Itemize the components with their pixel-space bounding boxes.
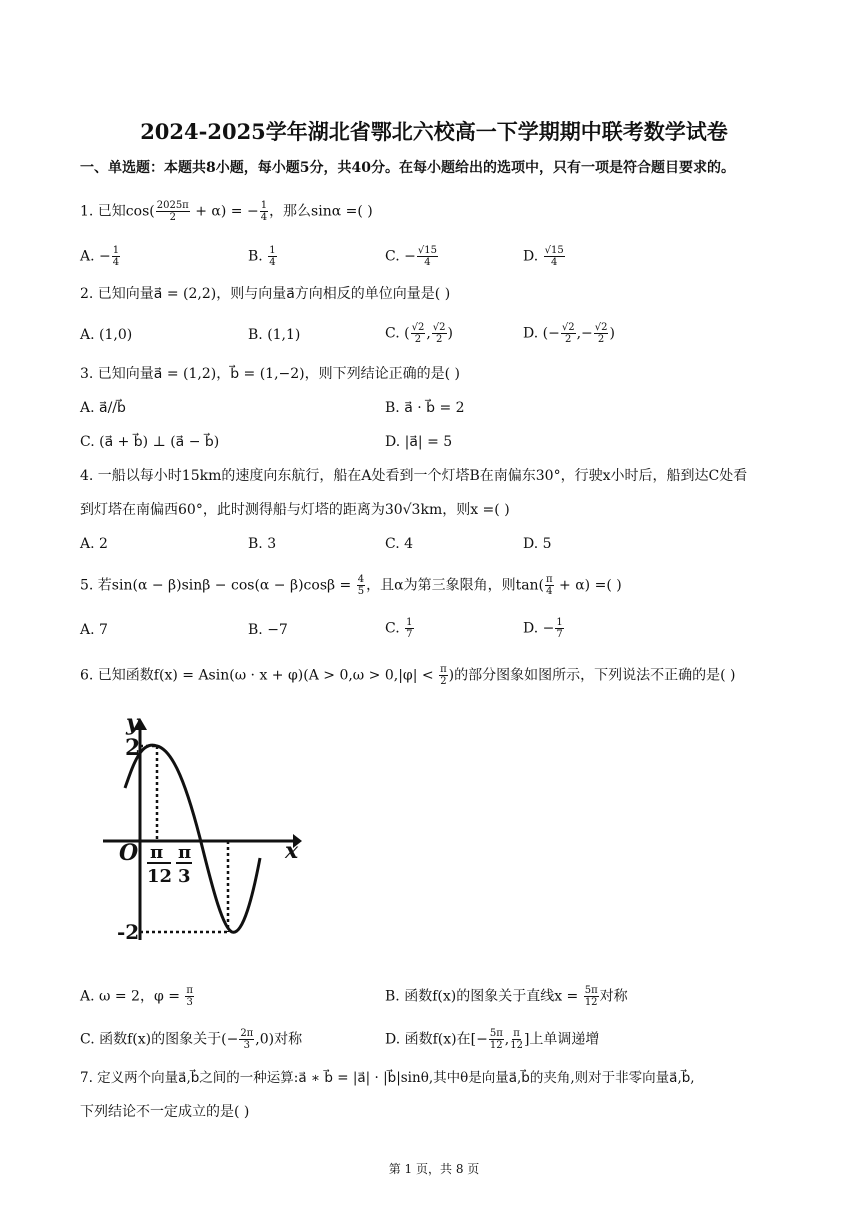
sine-graph-figure (95, 710, 310, 960)
question-4-line-1: 4. 一船以每小时15km的速度向东航行，船在A处看到一个灯塔B在南偏东30°，行驶x小时后，船到达C处看 (80, 468, 748, 484)
q4-option-b: B. 3 (248, 536, 277, 552)
q6-option-c: C. 函数f(x)的图象关于(− $\frac{2\pi}{3}$ ,0)对称 (80, 1028, 303, 1051)
q3-option-d: D. |a⃗| = 5 (385, 434, 453, 450)
q4-option-c: C. 4 (385, 536, 414, 552)
y-max-label: 2 (125, 735, 141, 761)
question-5-stem: 5. 若sin(α − β)sinβ − cos(α − β)cosβ = $\frac{4}{5}$ ，且α为第三象限角，则tan( $\frac{\pi}{4}$ + α) =( ) (80, 574, 622, 597)
fraction: $\frac{1}{4}$ (260, 200, 268, 223)
q2-option-c: C. ( $\frac{√2}{2}$ , $\frac{√2}{2}$ ) (385, 322, 453, 345)
q6-option-d: D. 函数f(x)在[− $\frac{5\pi}{12}$ , $\frac{\pi}{12}$ ]上单调递增 (385, 1028, 600, 1051)
sine-curve (125, 745, 260, 932)
q3-option-a: A. a⃗//b⃗ (80, 400, 126, 416)
q3-option-b: B. a⃗ · b⃗ = 2 (385, 400, 465, 416)
q4-option-d: D. 5 (523, 536, 552, 552)
question-7-line-2: 下列结论不一定成立的是( ) (80, 1104, 250, 1120)
y-min-label: -2 (117, 920, 140, 944)
question-4-line-2: 到灯塔在南偏西60°，此时测得船与灯塔的距离为30√3km，则x =( ) (80, 502, 510, 518)
q5-option-d: D. − $\frac{1}{7}$ (523, 617, 563, 640)
question-2-stem: 2. 已知向量a⃗ = (2,2)，则与向量a⃗方向相反的单位向量是( ) (80, 286, 451, 302)
x-axis-label: x (285, 838, 299, 864)
q1-option-d: D. $\frac{√15}{4}$ (523, 245, 564, 268)
fraction: $\frac{2025\pi}{2}$ (156, 200, 189, 223)
q4-option-a: A. 2 (80, 536, 108, 552)
question-1-stem: 1. 已知cos( $\frac{2025\pi}{2}$ + α) = − $\frac{1}{4}$ ，那么sinα =( ) (80, 200, 373, 223)
tick-pi-12-numerator: π (150, 842, 164, 863)
q6-option-a: A. ω = 2，φ = $\frac{\pi}{3}$ (80, 985, 193, 1008)
question-6-stem: 6. 已知函数f(x) = Asin(ω · x + φ)(A > 0,ω > 0,|φ| < $\frac{\pi}{2}$ )的部分图象如图所示，下列说法不正确的是( ) (80, 664, 736, 687)
q5-option-b: B. −7 (248, 622, 288, 638)
tick-pi-3-numerator: π (178, 842, 192, 863)
q2-option-b: B. (1,1) (248, 327, 301, 343)
origin-label: O (119, 840, 139, 866)
q2-option-a: A. (1,0) (80, 327, 133, 343)
q2-option-d: D. (− $\frac{√2}{2}$ ,− $\frac{√2}{2}$ ) (523, 322, 615, 345)
tick-pi-3-denominator: 3 (178, 866, 191, 887)
y-axis-label: y (126, 710, 139, 736)
q6-option-b: B. 函数f(x)的图象关于直线x = $\frac{5\pi}{12}$ 对称 (385, 985, 628, 1008)
page-title: 2024-2025学年湖北省鄂北六校高一下学期期中联考数学试卷 (140, 119, 728, 144)
q1-option-c: C. − $\frac{√15}{4}$ (385, 245, 437, 268)
q3-option-c: C. (a⃗ + b⃗) ⊥ (a⃗ − b⃗) (80, 434, 220, 450)
q5-option-a: A. 7 (80, 622, 108, 638)
section-heading: 一、单选题：本题共8小题，每小题5分，共40分。在每小题给出的选项中，只有一项是符合题目要求的。 (80, 160, 735, 176)
page-footer: 第 1 页，共 8 页 (388, 1162, 480, 1176)
q5-option-c: C. $\frac{1}{7}$ (385, 617, 413, 640)
tick-pi-12-denominator: 12 (147, 866, 173, 887)
question-3-stem: 3. 已知向量a⃗ = (1,2)，b⃗ = (1,−2)，则下列结论正确的是( ) (80, 366, 461, 382)
question-7-line-1: 7. 定义两个向量a⃗,b⃗之间的一种运算:a⃗ ∗ b⃗ = |a⃗| · |b⃗|sinθ,其中θ是向量a⃗,b⃗的夹角,则对于非零向量a⃗,b⃗, (80, 1070, 695, 1086)
q1-option-b: B. $\frac{1}{4}$ (248, 245, 276, 268)
q1-option-a: A. − $\frac{1}{4}$ (80, 245, 120, 268)
